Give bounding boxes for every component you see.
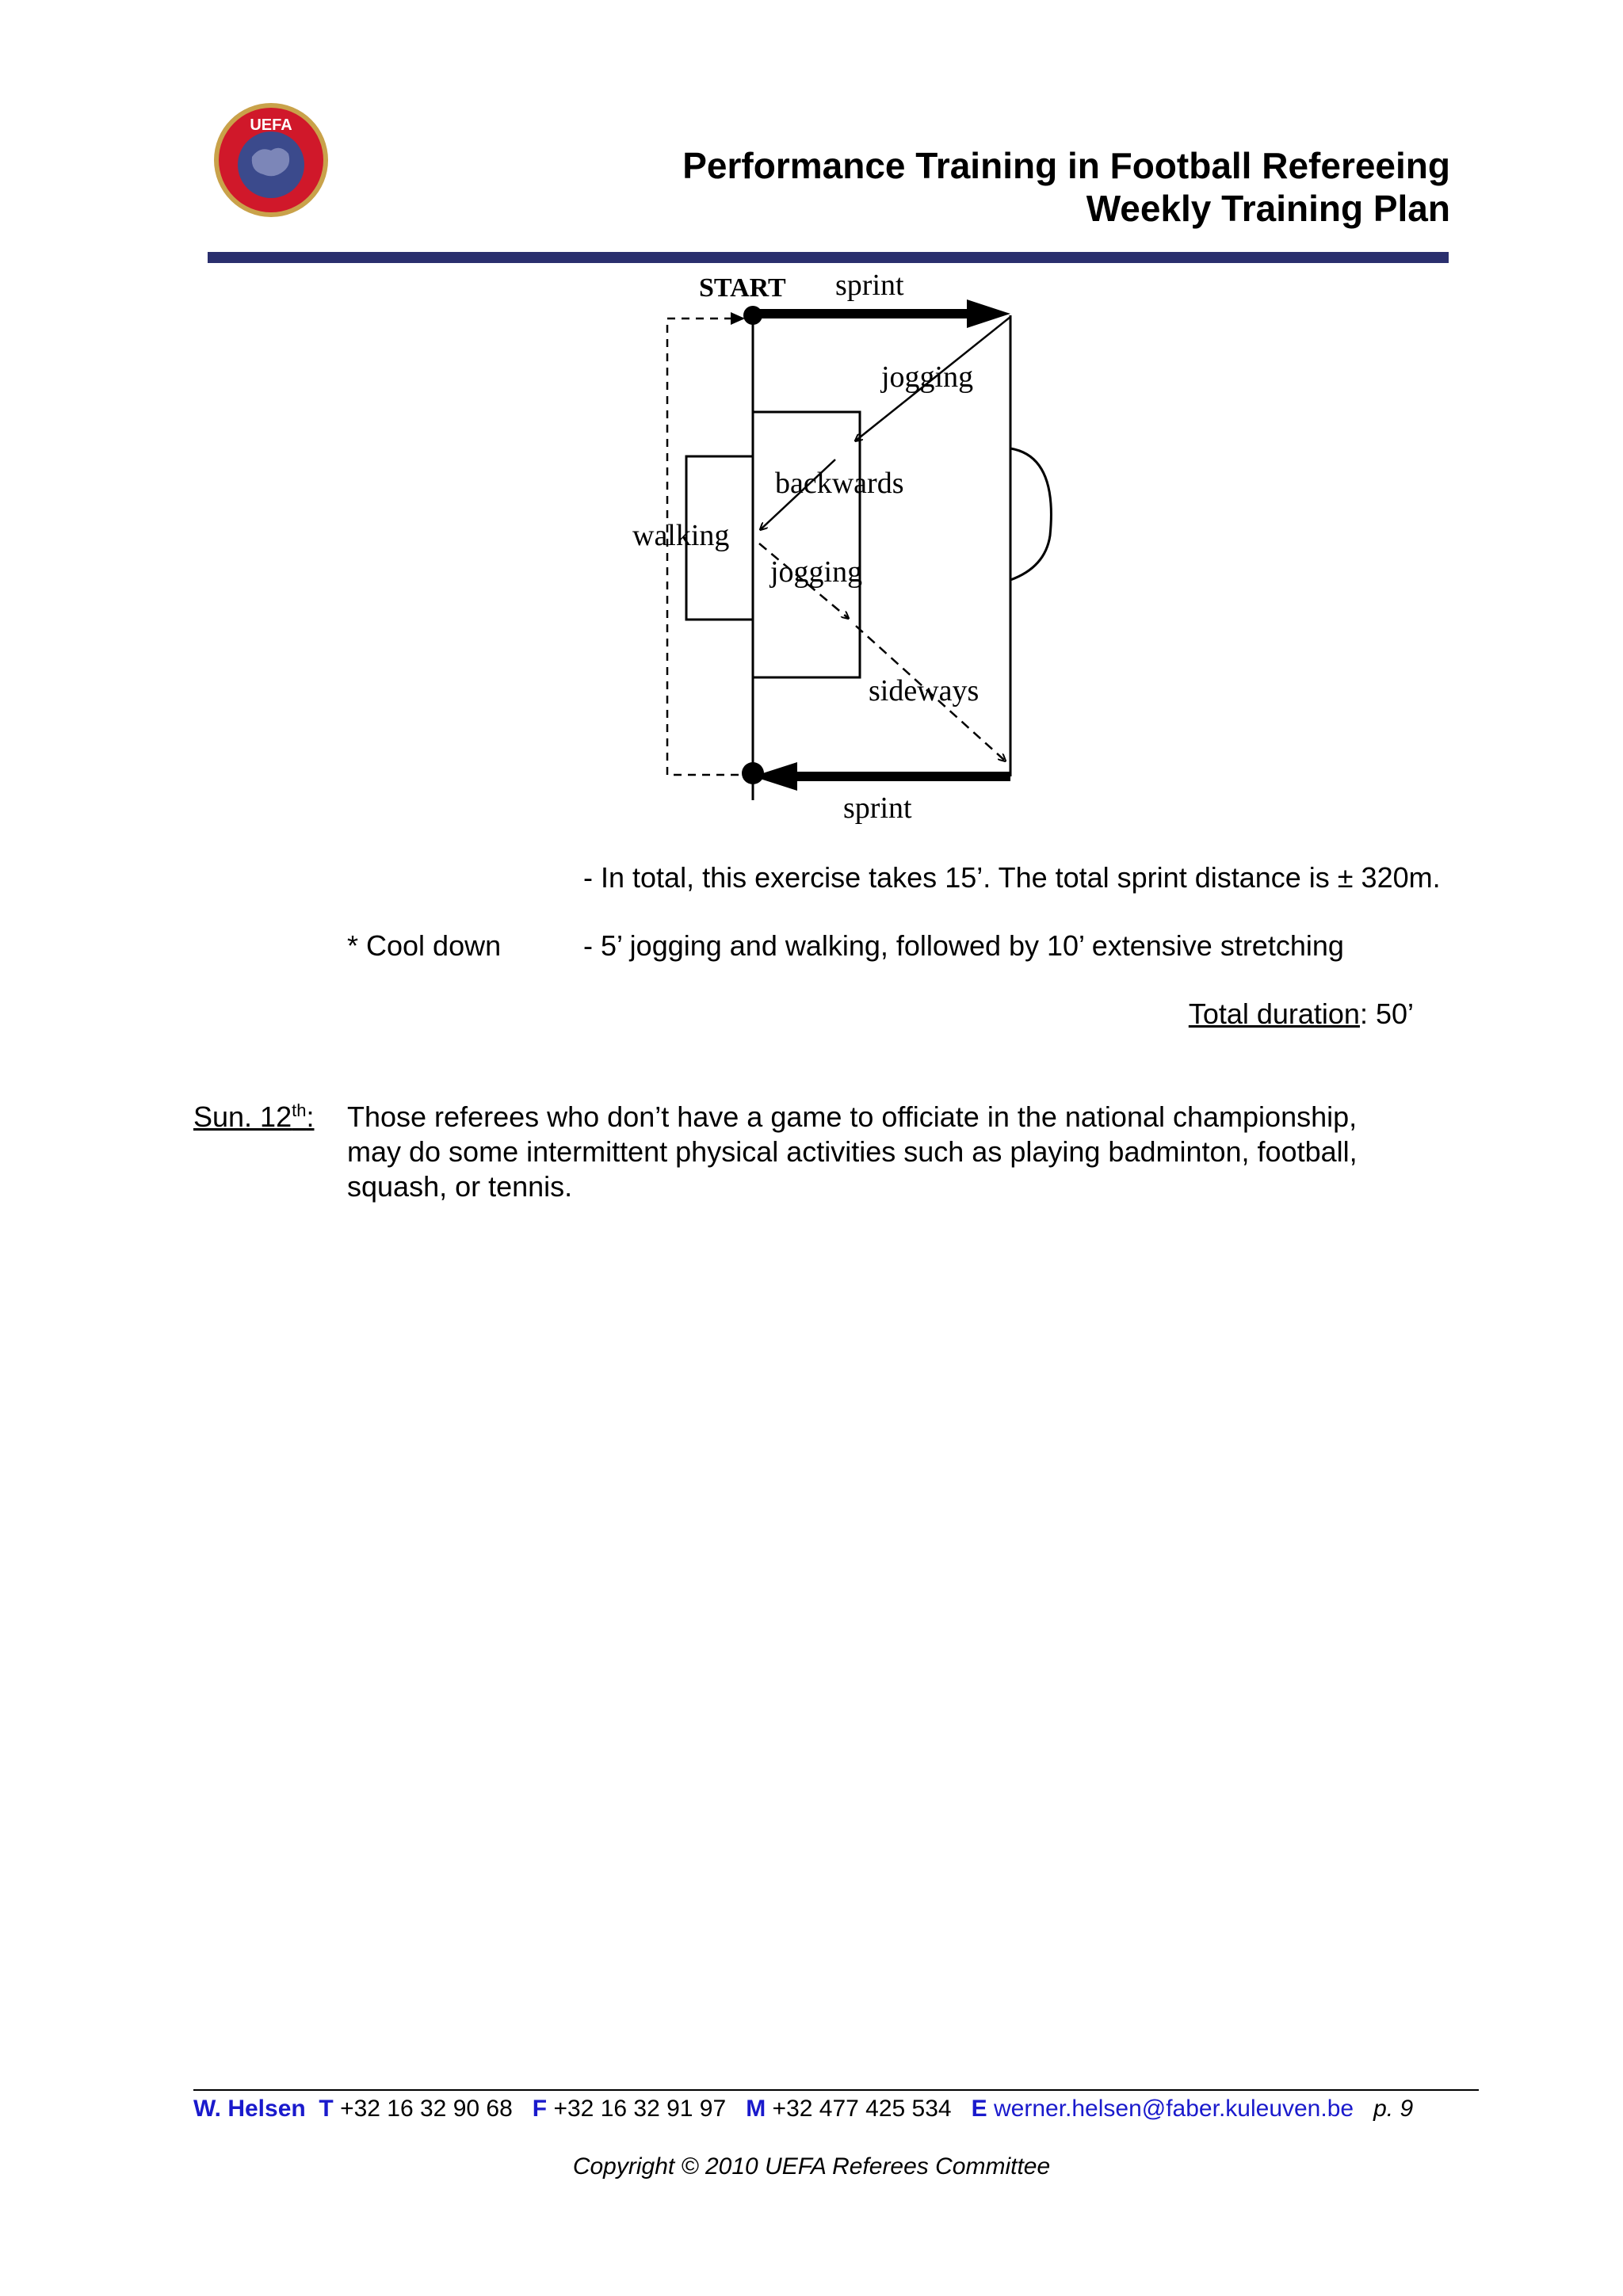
copyright: Copyright © 2010 UEFA Referees Committee — [572, 2153, 1051, 2180]
diagram-label-jogging-1: jogging — [881, 360, 974, 394]
sunday-line-3: squash, or tennis. — [347, 1170, 573, 1203]
footer-t-value: +32 16 32 90 68 — [340, 2096, 513, 2122]
page-title: Performance Training in Football Refereeing — [682, 145, 1450, 186]
diagram-label-sprint-bottom: sprint — [843, 791, 912, 825]
exercise-diagram — [626, 261, 1070, 832]
sprint-top-arrowhead — [967, 299, 1010, 328]
sunday-colon: : — [306, 1100, 315, 1133]
sunday-label — [193, 1100, 314, 1135]
walking-arrowhead — [731, 312, 745, 325]
diagram-label-jogging-2: jogging — [770, 555, 863, 589]
sunday-day: Sun. 12 — [193, 1100, 292, 1133]
sunday-line-2: may do some intermittent physical activities such as playing badminton, football, — [347, 1135, 1358, 1168]
total-duration-label: Total duration — [1188, 997, 1360, 1030]
end-dot — [742, 762, 764, 784]
footer-f-label: F — [532, 2096, 548, 2122]
footer-t-label: T — [319, 2096, 334, 2122]
cooldown-text: - 5’ jogging and walking, followed by 10’ extensive stretching — [583, 929, 1344, 962]
footer-email-link[interactable]: werner.helsen@faber.kuleuven.be — [993, 2096, 1354, 2122]
diagram-label-walking: walking — [632, 519, 730, 552]
sunday-sup: th — [292, 1100, 307, 1120]
page-subtitle: Weekly Training Plan — [1086, 188, 1450, 229]
total-duration-value: : 50’ — [1359, 997, 1414, 1030]
start-dot — [743, 306, 762, 325]
footer-contact — [193, 2096, 1461, 2122]
field-lines — [686, 315, 1051, 800]
footer-rule — [193, 2089, 1479, 2091]
total-duration — [1189, 997, 1414, 1032]
cooldown-label: * Cool down — [347, 929, 502, 962]
diagram-label-sideways: sideways — [869, 674, 980, 707]
uefa-logo — [212, 101, 330, 219]
footer-f-value: +32 16 32 91 97 — [553, 2096, 727, 2122]
footer-e-label: E — [971, 2096, 987, 2122]
footer-m-label: M — [746, 2096, 766, 2122]
diagram-label-start: START — [699, 273, 786, 303]
diagram-label-backwards: backwards — [775, 467, 904, 500]
sunday-line-1: Those referees who don’t have a game to officiate in the national championship, — [347, 1100, 1358, 1133]
page-number: p. 9 — [1373, 2096, 1414, 2122]
footer-name: W. Helsen — [193, 2096, 306, 2122]
footer-m-value: +32 477 425 534 — [772, 2096, 952, 2122]
logo-text: UEFA — [250, 116, 292, 134]
total-note: - In total, this exercise takes 15’. The total sprint distance is ± 320m. — [583, 861, 1441, 894]
diagram-label-sprint-top: sprint — [835, 269, 904, 302]
